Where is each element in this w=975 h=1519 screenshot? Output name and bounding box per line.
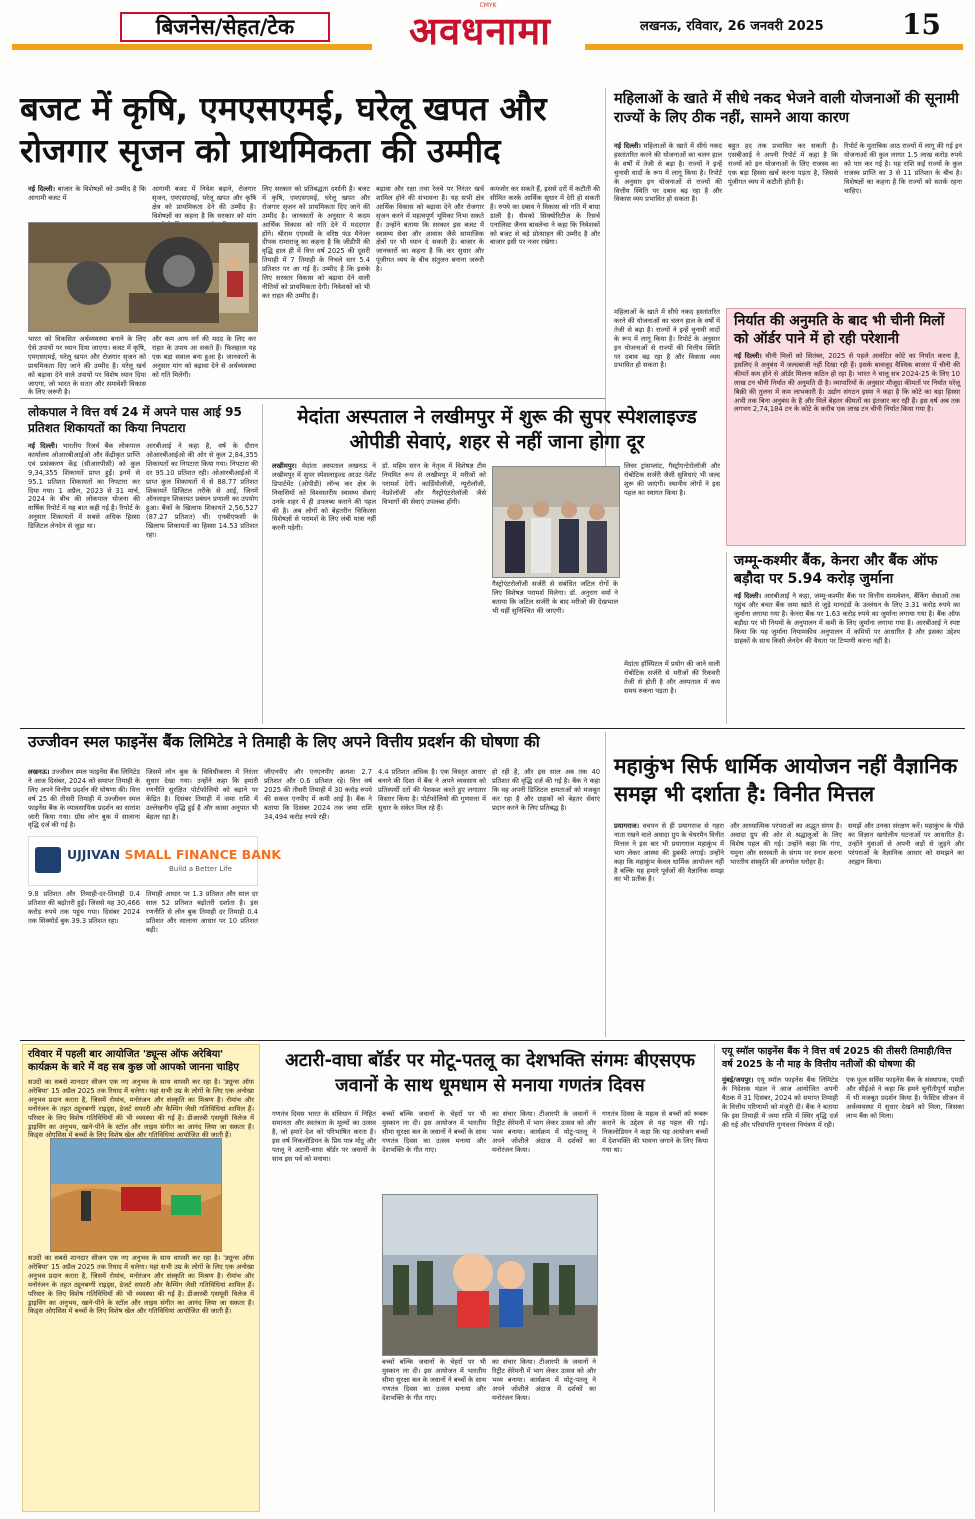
lead-col-4 [376,185,484,390]
lead-col-1-text: बाजार के विशेषज्ञों को उम्मीद है कि आगामी बजट में [28,185,146,202]
women-col-lower-text: महिलाओं के खाते में सीधे नकद हस्तांतरित करने की योजनाओं का चलन हाल के वर्षों में तेजी से बढ़ा है। राज्यों ने इन्हें चुनावी वादों के रूप में लागू किया है। रिपोर्ट के अनुसार इन योजनाओं से राज्यों की वित्तीय स्थिति पर दबाव बढ़ रहा है और विकास व्यय प्रभावित हो सकता है। [614,308,720,370]
au-headline-text: एयू स्मॉल फाइनेंस बैंक ने वित्त वर्ष 2025 की तीसरी तिमाही/वित्त वर्ष 2025 के नौ माह के वित्तीय नतीजों की घोषणा की [722,1046,952,1070]
ujjivan-logo-rest: SMALL FINANCE BANK [124,847,282,862]
desert-event-illustration [51,1139,221,1251]
ujjivan-logo-text [67,847,282,862]
ravivar-headline-text: रविवार में पहली बार आयोजित 'ड्यून्स ऑफ अरेबिया' कार्यक्रम के बारे में वह सब कुछ जो आपको जानना चाहिए [28,1049,239,1073]
women-col-1 [614,142,722,302]
au-col-2 [846,1076,964,1510]
export-headline [734,312,960,348]
mahakumbh-col-1-text: वचपन से ही प्रयागराज से गहरा नाता रखने वाले अवादा ग्रुप के चेयरमैन विनीत मित्तल ने इस बार भी प्रयागराज महाकुंभ में भाग लेकर आस्था की डुबकी लगाई। उन्होंने कहा कि महाकुंभ केवल धार्मिक आयोजन नहीं है बल्कि यह हमारे पूर्वजों की वैज्ञानिक समझ का भी प्रतीक है। [614,822,724,884]
jk-dateline: नई दिल्ली। [734,592,762,600]
medanta-col-3-text: गैस्ट्रोएंटरोलॉजी सर्जरी से संबंधित जटिल रोगों के लिए विशेषज्ञ परामर्श मिलेगा। डॉ. अनुराग वर्मा ने बताया कि जटिल सर्जरी के बाद मरीजों की देखभाल भी यहीं सुनिश्चित की जाएगी। [492,580,618,615]
ujjivan-col-2-text: जिसमें लोन बुक के विविधीकरण में निरंतर सुधार देखा गया। उन्होंने कहा कि हमारी रणनीति सुरक्षित पोर्टफोलियो को बढ़ाने पर केंद्रित है। दिसंबर तिमाही में जमा राशि में उल्लेखनीय वृद्धि हुई है और कासा अनुपात भी बेहतर रहा है। [146,768,258,821]
attari-col-2 [382,1110,486,1190]
ujjivan-col-5-text: हो रही है, और इस साल अब तक 40 प्रतिशत की वृद्धि दर्ज की गई है। बैंक ने कहा कि वह अपनी डिजिटल क्षमताओं को मजबूत कर रहा है और ग्राहकों को बेहतर सेवाएं प्रदान करने के लिए प्रतिबद्ध है। [492,768,600,812]
newspaper-logo: अवधनामा [408,9,552,53]
ujjivan-col-4 [378,768,486,1036]
ujjivan-col-3-text: जीएनपीए और एनएनपीए क्रमशः 2.7 प्रतिशत और 0.6 प्रतिशत रहे। वित्त वर्ष 2025 की तीसरी तिमाही में 30 करोड़ रुपये की सकल एनपीए में कमी आई है। बैंक ने बताया कि दिसंबर 2024 तक जमा राशि 34,494 करोड़ रुपये रही। [264,768,372,821]
attari-col-4 [602,1110,708,1510]
lead-headline-text: बजट में कृषि, एमएसएमई, घरेलू खपत और रोजगार सृजन को प्राथमिकता की उम्मीद [20,89,547,170]
lead-headline [20,88,600,172]
attari-col-3 [492,1110,596,1190]
workshop-illustration [29,223,257,331]
au-col-1-text: एयू स्मॉल फाइनेंस बैंक लिमिटेड के निदेशक मंडल ने आज आयोजित अपनी बैठक में 31 दिसंबर, 2024 को समाप्त तिमाही के वित्तीय परिणामों को मंजूरी दी। बैंक ने बताया कि इस तिमाही में जमा राशि में स्थिर वृद्धि दर्ज की गई और परिसंपत्ति गुणवत्ता नियंत्रण में रही। [722,1076,838,1129]
jk-text-body: आरबीआई ने कहा, जम्मू-कश्मीर बैंक पर वित्तीय समावेशन, बैंकिंग सेवाओं तक पहुंच और बचत बैंक जमा खाते से जुड़े मानदंडों के उल्लंघन के लिए 3.31 करोड़ रुपये का जुर्माना लगाया गया है। केनरा बैंक पर 1.63 करोड़ रुपये का जुर्माना लगाया गया है। बैंक ऑफ बड़ौदा पर भी नियमों के अनुपालन में कमी के लिए जुर्माना लगाया गया है। आरबीआई ने स्पष्ट किया कि यह जुर्माना नियामकीय अनुपालन में कमियों पर आधारित है और इसका उद्देश्य ग्राहकों के साथ किसी लेनदेन की वैधता पर टिप्पणी करना नहीं है। [734,592,960,645]
au-headline [722,1046,964,1071]
attari-col-2b [382,1358,486,1510]
ujjivan-logo-tagline: Build a Better Life [169,865,232,873]
masthead [0,10,975,66]
ujjivan-headline-text: उज्जीवन स्मल फाइनेंस बैंक लिमिटेड ने तिमाही के लिए अपने वित्तीय प्रदर्शन की घोषणा की [28,733,540,751]
mahakumbh-headline [614,752,964,808]
attari-col-3b [492,1358,596,1510]
lead-col-5-text: कमजोर कर सकते हैं, इससे दरों में कटौती की सीमित करके आर्थिक सुधार में देरी हो सकती है। रुपये का दबाव ने विकास को गति में बाधा डाली है। सैमको सिक्योरिटीज के रिसर्च एनालिस्ट जैनम बावलेचा ने कहा कि निवेशकों को बजट से बड़े प्रोत्साहन की उम्मीद है और बाजार इसी पर नजर रखेगा। [490,185,600,247]
au-col-2-text: एक फुल सर्विस फाइनेंस बैंक के संस्थापक, एमडी और सीईओ ने कहा कि हमने चुनौतीपूर्ण माहौल में भी मजबूत प्रदर्शन किया है। फेस्टिव सीजन में अर्थव्यवस्था में सुधार देखने को मिला, जिसका लाभ बैंक को मिला। [846,1076,964,1120]
women-col-2-text: बहुत हद तक प्रभावित कर सकती है। एसबीआई ने अपनी रिपोर्ट में कहा है कि राज्यों को इन योजनाओं के लिए राजस्व का एक बड़ा हिस्सा खर्च करना पड़ता है, जिससे पूंजीगत व्यय में कटौती होती है। [728,142,838,186]
mahakumbh-col-2-text: और आध्यात्मिक परंपराओं का अद्भुत संगम है। अवादा ग्रुप की ओर से श्रद्धालुओं के लिए विशेष पहल की गई। उन्होंने कहा कि गंगा, यमुना और सरस्वती के संगम पर स्नान करना भारतीय संस्कृति की अनमोल धरोहर है। [730,822,842,866]
women-col-3 [844,142,962,302]
women-headline-text: महिलाओं के खाते में सीधे नकद भेजने वाली योजनाओं की सूनामी राज्यों के लिए ठीक नहीं, सामने आया कारण [614,91,959,126]
ujjivan-headline [28,732,598,753]
lead-col-5 [490,185,600,390]
attari-col-3b-text: का संचार किया। टीआरपी के जवानों ने रिट्रीट सेरेमनी में भाग लेकर उत्सव को और भव्य बनाया। कार्यक्रम में मोटू-पतलू ने अपने जोशीले अंदाज में दर्शकों का मनोरंजन किया। [492,1358,596,1402]
lokpal-col-2-text: आरबीआई ने कहा है, वर्ष के दौरान ओआरबीआईओ की ओर से कुल 2,84,355 शिकायतों का निपटारा किया गया। निपटारा की दर 95.10 प्रतिशत रही। ओआरबीआईओ में प्राप्त कुल शिकायतों में से 88.77 प्रतिशत शिकायतें डिजिटल तरीके से आईं, जिनमें ऑनलाइन शिकायत प्रबंधन प्रणाली का उपयोग हुआ। बैंकों के खिलाफ शिकायतें 2,56,527 (87.27 प्रतिशत) थीं। एनबीएफसी के खिलाफ शिकायतों का हिस्सा 14.53 प्रतिशत रहा। [146,442,258,540]
mahakumbh-dateline: प्रयागराज। [614,822,640,830]
women-col-3-text: रिपोर्ट के मुताबिक आठ राज्यों में लागू की गई इन योजनाओं की कुल लागत 1.5 लाख करोड़ रुपये को पार कर गई है। यह राशि कई राज्यों के कुल राजस्व प्राप्ति का 3 से 11 प्रतिशत के बीच है। विशेषज्ञों का कहना है कि राज्यों को सतर्क रहना चाहिए। [844,142,962,195]
attari-col-3-text: का संचार किया। टीआरपी के जवानों ने रिट्रीट सेरेमनी में भाग लेकर उत्सव को और भव्य बनाया। कार्यक्रम में मोटू-पतलू ने अपने जोशीले अंदाज में दर्शकों का मनोरंजन किया। [492,1110,596,1154]
mahakumbh-headline-text: महाकुंभ सिर्फ धार्मिक आयोजन नहीं वैज्ञानिक समझ भी दर्शाता है: विनीत मित्तल [614,754,958,806]
lead-col-3 [262,185,370,390]
attari-col-4-text: गणतंत्र दिवस के महत्व से बच्चों को रूबरू कराने के उद्देश्य से यह पहल की गई। निकलोडियन ने कहा कि यह आयोजन बच्चों में देशभक्ति की भावना जगाने के लिए किया गया था। [602,1110,708,1154]
medanta-col-under-3-text: मेदांता हॉस्पिटल में प्रयोग की जाने वाली रोबोटिक सर्जरी से मरीजों की रिकवरी तेजी से होती है और अस्पताल में कम समय रुकना पड़ता है। [624,660,720,695]
attari-col-1-text: गणतंत्र दिवस भारत के संविधान में निहित समानता और स्वतंत्रता के मूल्यों का उत्सव है, जो हमारे देश को परिभाषित करता है। इस वर्ष निकलोडियन के प्रिय पात्र मोटू और पतलू ने अटारी-वाघा बॉर्डर पर जवानों के साथ इस पर्व को मनाया। [272,1110,376,1163]
lokpal-headline-text: लोकपाल ने वित्त वर्ष 24 में अपने पास आई 95 प्रतिशत शिकायतों का किया निपटारा [28,405,242,435]
lead-dateline: नई दिल्ली। [28,185,55,193]
ujjivan-under-1-text: 9.8 प्रतिशत और तिमाही-दर-तिमाही 0.4 प्रतिशत की बढ़ोतरी हुई। जिससे यह 30,466 करोड़ रुपये तक पहुंच गया। दिसंबर 2024 तक सिक्योर्ड बुक 39.3 प्रतिशत रहा। [28,890,140,925]
medanta-col-4-text: लिवर ट्रांसप्लांट, गैस्ट्रोएन्टेरोलॉजी और रोबोटिक सर्जरी जैसी सुविधाएं भी जल्द शुरू की जाएंगी। स्थानीय लोगों ने इस पहल का स्वागत किया है। [624,462,720,497]
lead-col-2c-text: और कम आय वर्ग की मदद के लिए कर राहत के उपाय आ सकते हैं। फिलहाल यह एक बड़ा सवाल बना हुआ है। जानकारों के अनुसार मांग को बढ़ावा देने से अर्थव्यवस्था को गति मिलेगी। [152,335,256,379]
mahakumbh-col-3 [848,822,964,1036]
ujjivan-col-1 [28,768,140,832]
lead-col-4-text: बढ़ावा और रक्षा तथा रेलवे पर निरंतर खर्च शामिल होने की संभावना है। यह सभी क्षेत्र आर्थिक विकास को बढ़ावा देने और रोजगार सृजन करने में महत्वपूर्ण भूमिका निभा सकते हैं। उन्होंने बताया कि सरकार इस बजट में स्वास्थ्य सेवा और आवास जैसे सामाजिक क्षेत्रों पर भी ध्यान दे सकती है। बाजार के जानकारों का कहना है कि कर सुधार और पूंजीगत व्यय के बीच संतुलन बनाना जरूरी है। [376,185,484,274]
attari-col-2-text: बच्चों बल्कि जवानों के चेहरों पर भी मुस्कान ला दी। इस आयोजन में भारतीय सीमा सुरक्षा बल के जवानों ने बच्चों के साथ गणतंत्र दिवस का उत्सव मनाया और देशभक्ति के गीत गाए। [382,1110,486,1154]
medanta-col-under-3 [624,660,720,724]
mahakumbh-col-1 [614,822,724,1036]
lokpal-dateline: नई दिल्ली। [28,442,58,450]
export-dateline: नई दिल्ली। [734,352,762,360]
border-ceremony-illustration [383,1195,597,1355]
lead-col-2c [152,335,256,390]
masthead-left-band [12,44,372,50]
women-dateline: नई दिल्ली। [614,142,641,150]
ujjivan-under-2-text: तिमाही आधार पर 1.3 प्रतिशत और साल दर साल 52 प्रतिशत बढ़ोतरी दर्शाता है। इस रणनीति से लोन बुक तिमाही दर तिमाही 0.4 प्रतिशत और सालाना आधार पर 10 प्रतिशत बढ़ी। [146,890,258,934]
medanta-headline [272,405,722,455]
attari-headline-text: अटारी-वाघा बॉर्डर पर मोटू-पतलू का देशभक्ति संगमः बीएसएफ जवानों के साथ धूमधाम से मनाया गणतंत्र दिवस [284,1050,696,1096]
mahakumbh-col-2 [730,822,842,1036]
medanta-col-1-text: मेदांता अस्पताल लखनऊ ने लखीमपुर में सुपर स्पेशलाइज्ड आउट पेशेंट डिपार्टमेंट (ओपीडी) लॉन्च कर क्षेत्र के निवासियों को विश्वस्तरीय स्वास्थ्य सेवाएं उनके शहर में ही उपलब्ध कराने की पहल की है। अब लोगों को बेहतरीन चिकित्सा विशेषज्ञों से परामर्श के लिए लंबी यात्रा नहीं करनी पड़ेगी। [272,462,376,533]
ujjivan-logo [28,836,282,886]
jk-text [734,592,960,722]
lead-photo-workshop [28,222,258,332]
medanta-col-3 [492,580,618,724]
ujjivan-col-5 [492,768,600,1036]
medanta-dateline: लखीमपुर। [272,462,297,470]
section-label: बिजनेस/सेहत/टेक [120,12,330,42]
lead-col-2-text: आगामी बजट में निवेश बढ़ाने, रोजगार सृजन, एमएसएमई, घरेलू खपत और कृषि क्षेत्र को प्राथमिकता देने की उम्मीद है। विशेषज्ञों का कहना है कि सरकार को मांग [152,185,256,220]
lokpal-col-2 [146,442,258,722]
ujjivan-col-2 [146,768,258,832]
jk-headline [734,552,960,588]
attari-photo [382,1194,598,1356]
doctors-group-illustration [493,467,619,577]
ujjivan-logo-bold: UJJIVAN [67,847,121,862]
city-date: लखनऊ, रविवार, 26 जनवरी 2025 [640,19,824,34]
lokpal-headline [28,404,258,436]
medanta-col-2 [382,462,486,724]
export-text [734,352,960,542]
lead-col-2b [28,335,146,397]
lead-col-3-text: लिए सरकार को प्रतिबद्धता दर्शानी है। बजट में कृषि, एमएसएमई, घरेलू खपत और रोजगार सृजन को प्राथमिकता दिए जाने की उम्मीद है। जानकारों के अनुसार ये कदम आर्थिक विकास को गति देने में मददगार होंगे। श्रीराम एएमसी के वरिष्ठ फंड मैनेजर दीपक रामाराजू का कहना है कि जीडीपी की वृद्धि हाल ही में वित्त वर्ष 2025 की दूसरी तिमाही में 7 तिमाही के निचले स्तर 5.4 प्रतिशत पर आ गई है। उम्मीद है कि इसके लिए सरकार विकास को बढ़ावा देने वाली नीतियों को प्राथमिकता देगी। निवेशकों को भी कर राहत की उम्मीद है। [262,185,370,300]
medanta-col-1 [272,462,376,724]
au-col-1 [722,1076,838,1510]
women-col-2 [728,142,838,302]
ravivar-text-top [28,1078,254,1140]
mahakumbh-col-3-text: समझें और उनका संरक्षण करें। महाकुंभ के पीछे का विज्ञान खगोलीय घटनाओं पर आधारित है। उन्होंने युवाओं से अपनी जड़ों से जुड़ने और परंपराओं के वैज्ञानिक आधार को समझने का आह्वान किया। [848,822,964,866]
ujjivan-col-1-text: उज्जीवन स्मल फाइनेंस बैंक लिमिटेड ने आज दिसंबर, 2024 को समाप्त तिमाही के लिए अपने वित्तीय प्रदर्शन की घोषणा की। वित्त वर्ष 25 की तीसरी तिमाही में उज्जीवन स्मल फाइनेंस बैंक के व्यावसायिक प्रदर्शन का सारांश जारी किया गया। ग्रॉस लोन बुक में सालाना वृद्धि दर्ज की गई है। [28,768,140,830]
export-headline-text: निर्यात की अनुमति के बाद भी चीनी मिलों को ऑर्डर पाने में हो रही परेशानी [734,313,945,347]
attari-headline [272,1048,708,1098]
ujjivan-col-3 [264,768,372,1036]
lead-col-2b-text: भारत को विकसित अर्थव्यवस्था बनाने के लिए ऐसे उपायों पर ध्यान दिया जाएगा। बजट में कृषि, एमएसएमई, घरेलू खपत और रोजगार सृजन को प्राथमिकता दिए जाने की उम्मीद है। घरेलू खर्च को बढ़ावा देने वाले उपायों पर विशेष ध्यान दिया जाएगा, जो भारत के सतत और समावेशी विकास के लिए जरूरी है। [28,335,146,397]
women-headline [614,90,962,128]
page-number: 15 [902,8,941,41]
masthead-right-band [585,44,963,50]
ravivar-text-top-body: सउदी का सबसे शानदार सीजन एक नए अनुभव के साथ वापसी कर रहा है। 'ड्यून्स ऑफ अरेबिया' 15 अप्रैल 2025 तक रियाद में चलेगा। यहां सभी उम्र के लोगों के लिए एक अनोखा अनुभव प्रदान करता है, जिसमें रोमांच, मनोरंजन और संस्कृति का मिश्रण है। रोमांच और मनोरंजन के तहत ट्यूनबग्गी राइड्स, डेजर्ट सफारी और कैम्पिंग जैसी गतिविधियां शामिल हैं। परिवार के लिए विशेष गतिविधियों की भी व्यवस्था की गई है। डीआरबी एसयूवी विलेज में ड्राइविंग का अनुभव, खाने-पीने के स्टॉल और लाइव संगीत का आनंद लिया जा सकता है। किड्स ओएसिस में बच्चों के लिए विशेष खेल और गतिविधियां आयोजित की जाती हैं। [28,1078,254,1140]
attari-col-2b-text: बच्चों बल्कि जवानों के चेहरों पर भी मुस्कान ला दी। इस आयोजन में भारतीय सीमा सुरक्षा बल के जवानों ने बच्चों के साथ गणतंत्र दिवस का उत्सव मनाया और देशभक्ति के गीत गाए। [382,1358,486,1402]
lokpal-col-1 [28,442,140,722]
ravivar-headline [28,1048,254,1074]
ujjivan-under-1 [28,890,140,1036]
export-text-body: चीनी मिलों को सितंबर, 2025 से पहले आवंटित कोटे का निर्यात करना है, इसलिए वे अनुबंध में जल्दबाजी नहीं दिखा रही हैं। इसके बावजूद वैश्विक बाजार में चीनी की कीमतें कम होने से ऑर्डर मिलना कठिन हो रहा है। भारत ने चालू सत्र 2024-25 के लिए 10 लाख टन चीनी निर्यात की अनुमति दी है। व्यापारियों के अनुसार मौजूदा कीमतों पर निर्यात घरेलू बिक्री की तुलना में कम लाभकारी है। उद्योग संगठन इस्मा ने कहा है कि कोटे का बड़ा हिस्सा अभी तक बिना अनुबंध के है और मिलें बेहतर कीमतों का इंतजार कर रही हैं। इस वर्ष अब तक लगभग 2,74,184 टन के कोटे के करीब एक लाख टन चीनी निर्यात किया गया है। [734,352,960,414]
jk-headline-text: जम्मू-कश्मीर बैंक, केनरा और बैंक ऑफ बड़ौदा पर 5.94 करोड़ जुर्माना [734,553,938,587]
ujjivan-logo-mark [35,847,61,873]
medanta-col-2-text: डॉ. महिम सरन के नेतृत्व में विशेषज्ञ टीम नियमित रूप से लखीमपुर में मरीजों को परामर्श देगी। कार्डियोलॉजी, न्यूरोलॉजी, नेफ्रोलॉजी और गैस्ट्रोएंटरोलॉजी जैसे विभागों की सेवाएं उपलब्ध होंगी। [382,462,486,506]
au-dateline: मुंबई/जयपुर। [722,1076,754,1084]
ujjivan-dateline: लखनऊ। [28,768,50,776]
ravivar-text-bottom-body: सउदी का सबसे शानदार सीजन एक नए अनुभव के साथ वापसी कर रहा है। 'ड्यून्स ऑफ अरेबिया' 15 अप्रैल 2025 तक रियाद में चलेगा। यहां सभी उम्र के लोगों के लिए एक अनोखा अनुभव प्रदान करता है, जिसमें रोमांच, मनोरंजन और संस्कृति का मिश्रण है। रोमांच और मनोरंजन के तहत ट्यूनबग्गी राइड्स, डेजर्ट सफारी और कैम्पिंग जैसी गतिविधियां शामिल हैं। परिवार के लिए विशेष गतिविधियों की भी व्यवस्था की गई है। डीआरबी एसयूवी विलेज में ड्राइविंग का अनुभव, खाने-पीने के स्टॉल और लाइव संगीत का आनंद लिया जा सकता है। किड्स ओएसिस में बच्चों के लिए विशेष खेल और गतिविधियां आयोजित की जाती हैं। [28,1254,254,1316]
ravivar-text-bottom [28,1254,254,1508]
cmyk-mark: CMYK [479,2,497,9]
attari-col-1 [272,1110,376,1510]
lokpal-col-1-text: भारतीय रिजर्व बैंक लोकपाल कार्यालय ओआरबीआईओ और केंद्रीकृत प्राप्ति एवं प्रसंस्करण केंद्र (सीआरपीसी) को कुल 9,34,355 शिकायतें प्राप्त हुईं। इनमें से 95.1 प्रतिशत शिकायतों का निपटारा कर दिया गया। 1 अप्रैल, 2023 से 31 मार्च, 2024 के बीच की लोकपाल योजना की वार्षिक रिपोर्ट में यह बात कही गई है। रिपोर्ट के अनुसार शिकायतों में सबसे अधिक हिस्सा डिजिटल लेनदेन से जुड़ा था। [28,442,140,531]
ujjivan-col-4-text: 4.4 प्रतिशत अधिक है। एक विस्तृत आधार बनाने की दिशा में बैंक ने अपने व्यवसाय को प्रतिस्पर्धी दरों की पेशकश करते हुए लगातार विस्तार किया है। पोर्टफोलियो की गुणवत्ता में सुधार के संकेत मिल रहे हैं। [378,768,486,812]
women-col-1-text: महिलाओं के खाते में सीधे नकद हस्तांतरित करने की योजनाओं का चलन हाल के वर्षों में तेजी से बढ़ा है। राज्यों ने इन्हें चुनावी वादों के रूप में लागू किया है। रिपोर्ट के अनुसार इन योजनाओं से राज्यों की वित्तीय स्थिति पर दबाव बढ़ रहा है और विकास व्यय प्रभावित हो सकता है। [614,142,722,204]
medanta-headline-text: मेदांता अस्पताल ने लखीमपुर में शुरू की सुपर स्पेशलाइज्ड ओपीडी सेवाएं, शहर से नहीं जाना होगा दूर [297,406,697,453]
ujjivan-under-2 [146,890,258,1036]
medanta-photo [492,466,620,578]
ravivar-photo [50,1138,222,1252]
